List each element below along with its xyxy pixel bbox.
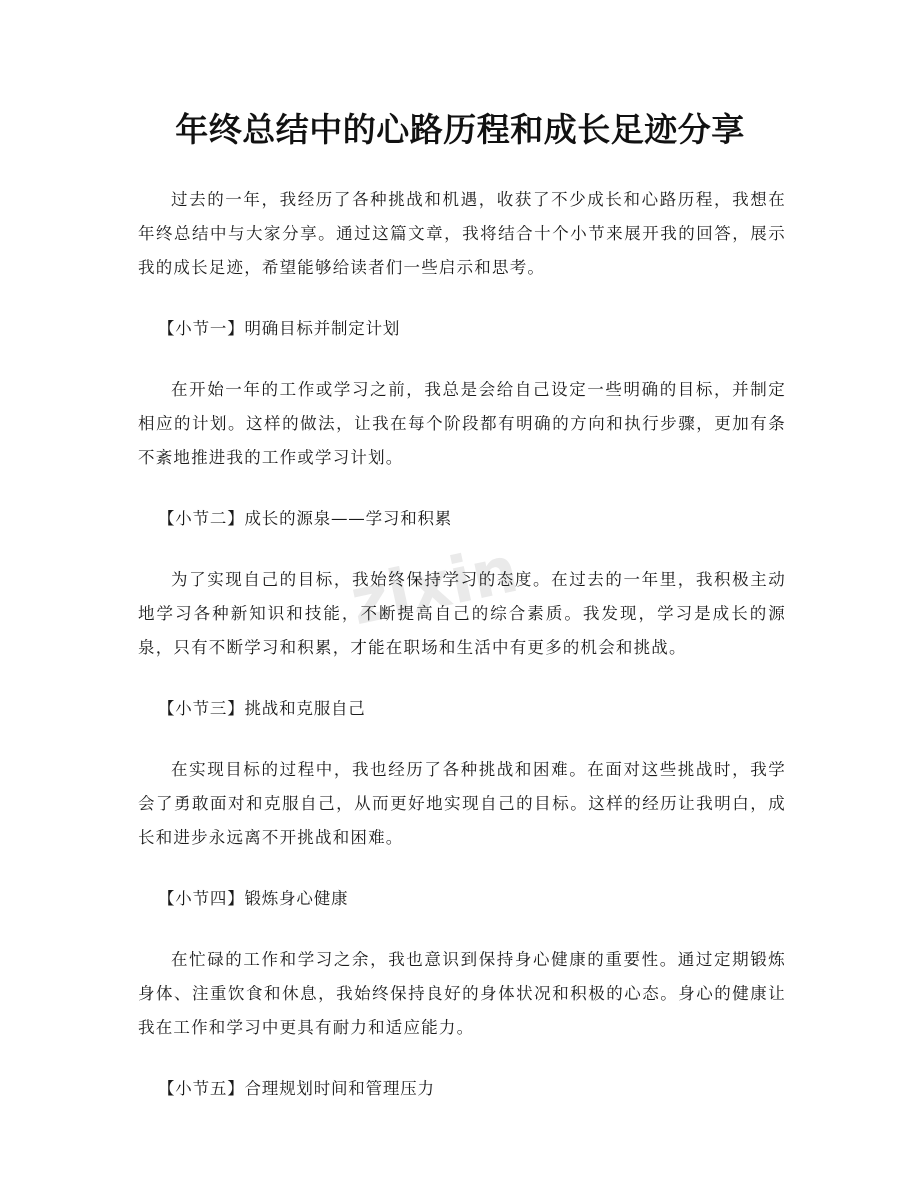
section-heading-3: 【小节三】挑战和克服自己 (158, 699, 366, 718)
document-title: 年终总结中的心路历程和成长足迹分享 (175, 110, 745, 149)
section-heading-1: 【小节一】明确目标并制定计划 (158, 319, 401, 338)
section-heading-5: 【小节五】合理规划时间和管理压力 (158, 1079, 435, 1098)
section-heading-4: 【小节四】锻炼身心健康 (158, 889, 349, 908)
section-paragraph-2: 为了实现自己的目标，我始终保持学习的态度。在过去的一年里，我积极主动地学习各种新知识和技能，不断提高自己的综合素质。我发现，学习是成长的源泉，只有不断学习和积累，才能在职场和生活中有更多的机会和挑战。 (138, 570, 786, 657)
section-paragraph-3: 在实现目标的过程中，我也经历了各种挑战和困难。在面对这些挑战时，我学会了勇敢面对和克服自己，从而更好地实现自己的目标。这样的经历让我明白，成长和进步永远离不开挑战和困难。 (138, 760, 786, 847)
document-body (138, 183, 786, 1133)
watermark-text: zixin (344, 532, 525, 641)
section-heading-2: 【小节二】成长的源泉——学习和积累 (158, 509, 453, 528)
section-paragraph-4: 在忙碌的工作和学习之余，我也意识到保持身心健康的重要性。通过定期锻炼身体、注重饮食和休息，我始终保持良好的身体状况和积极的心态。身心的健康让我在工作和学习中更具有耐力和适应能力。 (138, 950, 786, 1037)
intro-paragraph: 过去的一年，我经历了各种挑战和机遇，收获了不少成长和心路历程，我想在年终总结中与大家分享。通过这篇文章，我将结合十个小节来展开我的回答，展示我的成长足迹，希望能够给读者们一些启示和思考。 (138, 190, 786, 277)
section-paragraph-1: 在开始一年的工作或学习之前，我总是会给自己设定一些明确的目标，并制定相应的计划。这样的做法，让我在每个阶段都有明确的方向和执行步骤，更加有条不紊地推进我的工作或学习计划。 (138, 380, 786, 467)
